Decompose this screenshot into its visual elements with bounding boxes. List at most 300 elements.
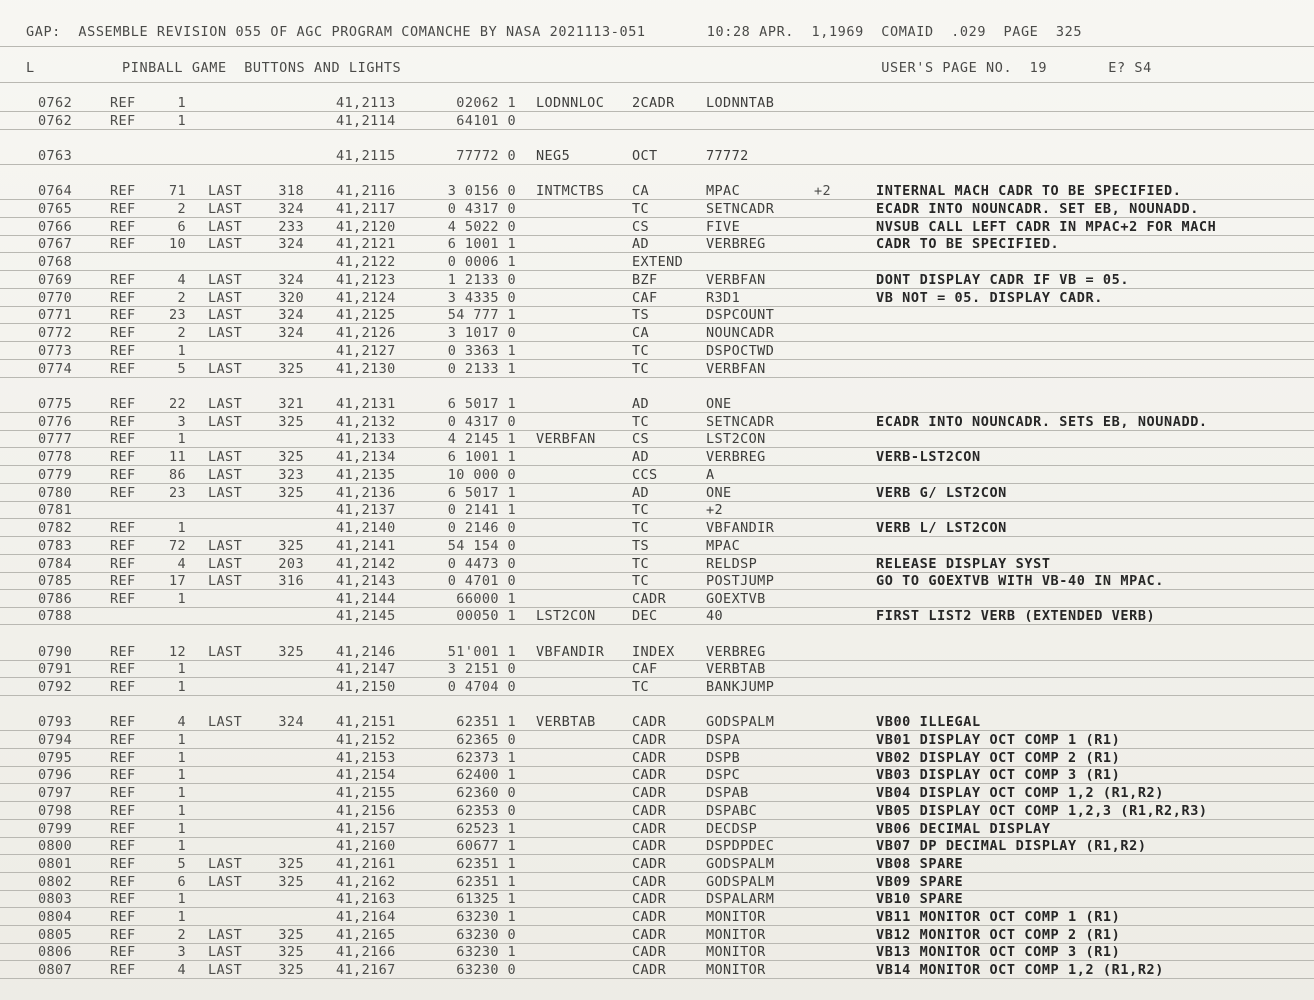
octal-value: 62360 0 bbox=[456, 785, 516, 801]
address: 41,2125 bbox=[336, 307, 396, 323]
opcode: AD bbox=[632, 236, 650, 252]
last-marker: LAST bbox=[208, 962, 243, 978]
operand: GODSPALM bbox=[706, 714, 775, 730]
last-page: 325 bbox=[278, 944, 304, 960]
last-marker: LAST bbox=[208, 449, 243, 465]
ref-count: 1 bbox=[177, 838, 186, 854]
line-number: 0767 bbox=[38, 236, 73, 252]
line-number: 0800 bbox=[38, 838, 73, 854]
opcode: CADR bbox=[632, 750, 667, 766]
listing-row bbox=[0, 750, 1314, 767]
last-marker: LAST bbox=[208, 573, 243, 589]
ref-marker: REF bbox=[110, 113, 136, 129]
listing-row bbox=[0, 608, 1314, 625]
ref-marker: REF bbox=[110, 962, 136, 978]
opcode: CAF bbox=[632, 290, 658, 306]
comment: VERB L/ LST2CON bbox=[876, 520, 1007, 536]
ref-count: 1 bbox=[177, 95, 186, 111]
last-marker: LAST bbox=[208, 856, 243, 872]
octal-value: 63230 1 bbox=[456, 944, 516, 960]
operand: FIVE bbox=[706, 219, 741, 235]
operand: DSPDPDEC bbox=[706, 838, 775, 854]
opcode: TC bbox=[632, 201, 650, 217]
opcode: TC bbox=[632, 679, 650, 695]
ref-count: 1 bbox=[177, 750, 186, 766]
octal-value: 62365 0 bbox=[456, 732, 516, 748]
listing-row bbox=[0, 148, 1314, 165]
last-page: 321 bbox=[278, 396, 304, 412]
address: 41,2162 bbox=[336, 874, 396, 890]
comment: INTERNAL MACH CADR TO BE SPECIFIED. bbox=[876, 183, 1182, 199]
line-number: 0797 bbox=[38, 785, 73, 801]
last-page: 325 bbox=[278, 538, 304, 554]
subtitle-rule bbox=[0, 82, 1314, 83]
opcode: CS bbox=[632, 219, 650, 235]
octal-value: 0 4317 0 bbox=[447, 201, 516, 217]
operand: GOEXTVB bbox=[706, 591, 766, 607]
last-page: 318 bbox=[278, 183, 304, 199]
address: 41,2165 bbox=[336, 927, 396, 943]
address: 41,2163 bbox=[336, 891, 396, 907]
operand: MPAC bbox=[706, 183, 741, 199]
address: 41,2124 bbox=[336, 290, 396, 306]
operand: POSTJUMP bbox=[706, 573, 775, 589]
operand: VERBFAN bbox=[706, 272, 766, 288]
octal-value: 61325 1 bbox=[456, 891, 516, 907]
line-number: 0763 bbox=[38, 148, 73, 164]
opcode: AD bbox=[632, 449, 650, 465]
octal-value: 62523 1 bbox=[456, 821, 516, 837]
symbol-label: LST2CON bbox=[536, 608, 596, 624]
last-page: 325 bbox=[278, 485, 304, 501]
octal-value: 6 1001 1 bbox=[447, 449, 516, 465]
octal-value: 1 2133 0 bbox=[447, 272, 516, 288]
ref-count: 1 bbox=[177, 343, 186, 359]
octal-value: 62373 1 bbox=[456, 750, 516, 766]
line-number: 0768 bbox=[38, 254, 73, 270]
ref-marker: REF bbox=[110, 449, 136, 465]
comment: GO TO GOEXTVB WITH VB-40 IN MPAC. bbox=[876, 573, 1165, 589]
line-number: 0762 bbox=[38, 113, 73, 129]
last-page: 203 bbox=[278, 556, 304, 572]
last-marker: LAST bbox=[208, 201, 243, 217]
line-number: 0778 bbox=[38, 449, 73, 465]
ref-marker: REF bbox=[110, 821, 136, 837]
address: 41,2157 bbox=[336, 821, 396, 837]
address: 41,2126 bbox=[336, 325, 396, 341]
ref-count: 1 bbox=[177, 591, 186, 607]
ref-marker: REF bbox=[110, 591, 136, 607]
ref-count: 1 bbox=[177, 732, 186, 748]
operand: SETNCADR bbox=[706, 201, 775, 217]
line-number: 0805 bbox=[38, 927, 73, 943]
ref-count: 1 bbox=[177, 520, 186, 536]
address: 41,2130 bbox=[336, 361, 396, 377]
comment: VB02 DISPLAY OCT COMP 2 (R1) bbox=[876, 750, 1121, 766]
ref-marker: REF bbox=[110, 520, 136, 536]
address: 41,2145 bbox=[336, 608, 396, 624]
octal-value: 51'001 1 bbox=[447, 644, 516, 660]
comment: NVSUB CALL LEFT CADR IN MPAC+2 FOR MACH bbox=[876, 219, 1217, 235]
operand: 40 bbox=[706, 608, 724, 624]
ref-marker: REF bbox=[110, 95, 136, 111]
ref-marker: REF bbox=[110, 785, 136, 801]
last-marker: LAST bbox=[208, 927, 243, 943]
operand: DSPCOUNT bbox=[706, 307, 775, 323]
line-number: 0782 bbox=[38, 520, 73, 536]
comment: VB12 MONITOR OCT COMP 2 (R1) bbox=[876, 927, 1121, 943]
line-number: 0765 bbox=[38, 201, 73, 217]
ref-marker: REF bbox=[110, 307, 136, 323]
comment: VB06 DECIMAL DISPLAY bbox=[876, 821, 1051, 837]
last-page: 325 bbox=[278, 361, 304, 377]
ref-marker: REF bbox=[110, 891, 136, 907]
ref-marker: REF bbox=[110, 927, 136, 943]
ref-marker: REF bbox=[110, 556, 136, 572]
ref-marker: REF bbox=[110, 661, 136, 677]
last-page: 325 bbox=[278, 449, 304, 465]
opcode: TC bbox=[632, 556, 650, 572]
line-number: 0795 bbox=[38, 750, 73, 766]
ref-marker: REF bbox=[110, 272, 136, 288]
operand: MONITOR bbox=[706, 927, 766, 943]
comment: VB08 SPARE bbox=[876, 856, 964, 872]
operand: LST2CON bbox=[706, 431, 766, 447]
operand: RELDSP bbox=[706, 556, 758, 572]
address: 41,2161 bbox=[336, 856, 396, 872]
octal-value: 4 2145 1 bbox=[447, 431, 516, 447]
comment: ECADR INTO NOUNCADR. SET EB, NOUNADD. bbox=[876, 201, 1199, 217]
comment: VB01 DISPLAY OCT COMP 1 (R1) bbox=[876, 732, 1121, 748]
line-number: 0807 bbox=[38, 962, 73, 978]
ref-count: 86 bbox=[168, 467, 186, 483]
ref-count: 4 bbox=[177, 714, 186, 730]
line-number: 0803 bbox=[38, 891, 73, 907]
line-number: 0762 bbox=[38, 95, 73, 111]
address: 41,2155 bbox=[336, 785, 396, 801]
octal-value: 6 5017 1 bbox=[447, 396, 516, 412]
ref-marker: REF bbox=[110, 714, 136, 730]
listing-row bbox=[0, 714, 1314, 731]
octal-value: 0 4473 0 bbox=[447, 556, 516, 572]
octal-value: 0 4704 0 bbox=[447, 679, 516, 695]
opcode: CADR bbox=[632, 927, 667, 943]
comment: VB03 DISPLAY OCT COMP 3 (R1) bbox=[876, 767, 1121, 783]
last-marker: LAST bbox=[208, 361, 243, 377]
symbol-label: NEG5 bbox=[536, 148, 571, 164]
operand: DSPABC bbox=[706, 803, 758, 819]
comment: VB09 SPARE bbox=[876, 874, 964, 890]
octal-value: 62351 1 bbox=[456, 856, 516, 872]
line-number: 0771 bbox=[38, 307, 73, 323]
octal-value: 60677 1 bbox=[456, 838, 516, 854]
ref-marker: REF bbox=[110, 325, 136, 341]
address: 41,2151 bbox=[336, 714, 396, 730]
operand: DSPC bbox=[706, 767, 741, 783]
ref-count: 1 bbox=[177, 803, 186, 819]
line-number: 0804 bbox=[38, 909, 73, 925]
last-page: 324 bbox=[278, 236, 304, 252]
ref-count: 12 bbox=[168, 644, 186, 660]
ref-marker: REF bbox=[110, 414, 136, 430]
opcode: CADR bbox=[632, 909, 667, 925]
last-page: 316 bbox=[278, 573, 304, 589]
listing-row bbox=[0, 856, 1314, 873]
opcode: CADR bbox=[632, 874, 667, 890]
ref-marker: REF bbox=[110, 183, 136, 199]
listing-row bbox=[0, 343, 1314, 360]
symbol-label: VBFANDIR bbox=[536, 644, 605, 660]
comment: VB14 MONITOR OCT COMP 1,2 (R1,R2) bbox=[876, 962, 1165, 978]
opcode: 2CADR bbox=[632, 95, 675, 111]
listing-row bbox=[0, 325, 1314, 342]
ref-count: 1 bbox=[177, 891, 186, 907]
opcode: CADR bbox=[632, 891, 667, 907]
last-page: 324 bbox=[278, 307, 304, 323]
symbol-label: LODNNLOC bbox=[536, 95, 605, 111]
listing-row bbox=[0, 449, 1314, 466]
address: 41,2117 bbox=[336, 201, 396, 217]
ref-count: 5 bbox=[177, 361, 186, 377]
line-number: 0790 bbox=[38, 644, 73, 660]
octal-value: 54 777 1 bbox=[447, 307, 516, 323]
listing-row bbox=[0, 538, 1314, 555]
opcode: CADR bbox=[632, 767, 667, 783]
line-number: 0764 bbox=[38, 183, 73, 199]
ref-count: 23 bbox=[168, 307, 186, 323]
line-number: 0801 bbox=[38, 856, 73, 872]
listing-row bbox=[0, 874, 1314, 891]
ref-count: 17 bbox=[168, 573, 186, 589]
last-page: 323 bbox=[278, 467, 304, 483]
ref-count: 4 bbox=[177, 962, 186, 978]
ref-marker: REF bbox=[110, 236, 136, 252]
last-marker: LAST bbox=[208, 219, 243, 235]
opcode: CADR bbox=[632, 944, 667, 960]
ref-marker: REF bbox=[110, 290, 136, 306]
octal-value: 62353 0 bbox=[456, 803, 516, 819]
last-marker: LAST bbox=[208, 414, 243, 430]
comment: VB11 MONITOR OCT COMP 1 (R1) bbox=[876, 909, 1121, 925]
comment: RELEASE DISPLAY SYST bbox=[876, 556, 1051, 572]
last-page: 324 bbox=[278, 714, 304, 730]
listing-row bbox=[0, 803, 1314, 820]
octal-value: 0 4317 0 bbox=[447, 414, 516, 430]
octal-value: 62400 1 bbox=[456, 767, 516, 783]
octal-value: 64101 0 bbox=[456, 113, 516, 129]
line-number: 0779 bbox=[38, 467, 73, 483]
last-page: 320 bbox=[278, 290, 304, 306]
opcode: CADR bbox=[632, 856, 667, 872]
octal-value: 3 1017 0 bbox=[447, 325, 516, 341]
ref-count: 10 bbox=[168, 236, 186, 252]
ref-marker: REF bbox=[110, 219, 136, 235]
listing-row bbox=[0, 927, 1314, 944]
last-marker: LAST bbox=[208, 644, 243, 660]
address: 41,2134 bbox=[336, 449, 396, 465]
listing-row bbox=[0, 502, 1314, 519]
listing-row bbox=[0, 201, 1314, 218]
opcode: CCS bbox=[632, 467, 658, 483]
address: 41,2140 bbox=[336, 520, 396, 536]
octal-value: 62351 1 bbox=[456, 714, 516, 730]
octal-value: 0 2141 1 bbox=[447, 502, 516, 518]
ref-marker: REF bbox=[110, 732, 136, 748]
opcode: CAF bbox=[632, 661, 658, 677]
line-number: 0781 bbox=[38, 502, 73, 518]
ref-marker: REF bbox=[110, 361, 136, 377]
address: 41,2120 bbox=[336, 219, 396, 235]
line-number: 0791 bbox=[38, 661, 73, 677]
operand: +2 bbox=[706, 502, 724, 518]
listing-row bbox=[0, 272, 1314, 289]
comment: VB04 DISPLAY OCT COMP 1,2 (R1,R2) bbox=[876, 785, 1165, 801]
octal-value: 62351 1 bbox=[456, 874, 516, 890]
address: 41,2156 bbox=[336, 803, 396, 819]
operand: DSPOCTWD bbox=[706, 343, 775, 359]
ref-count: 1 bbox=[177, 785, 186, 801]
last-page: 233 bbox=[278, 219, 304, 235]
ref-count: 3 bbox=[177, 414, 186, 430]
opcode: CADR bbox=[632, 714, 667, 730]
opcode: CADR bbox=[632, 838, 667, 854]
line-number: 0769 bbox=[38, 272, 73, 288]
ref-marker: REF bbox=[110, 750, 136, 766]
ref-marker: REF bbox=[110, 467, 136, 483]
octal-value: 77772 0 bbox=[456, 148, 516, 164]
last-page: 324 bbox=[278, 272, 304, 288]
line-number: 0784 bbox=[38, 556, 73, 572]
listing-row bbox=[0, 95, 1314, 112]
address: 41,2152 bbox=[336, 732, 396, 748]
ref-count: 72 bbox=[168, 538, 186, 554]
listing-row bbox=[0, 838, 1314, 855]
listing-row bbox=[0, 307, 1314, 324]
opcode: AD bbox=[632, 396, 650, 412]
line-number: 0772 bbox=[38, 325, 73, 341]
operand: 77772 bbox=[706, 148, 749, 164]
last-page: 325 bbox=[278, 644, 304, 660]
operand: MPAC bbox=[706, 538, 741, 554]
listing-row bbox=[0, 361, 1314, 378]
listing-row bbox=[0, 944, 1314, 961]
opcode: TC bbox=[632, 414, 650, 430]
line-number: 0796 bbox=[38, 767, 73, 783]
operand: GODSPALM bbox=[706, 874, 775, 890]
line-number: 0792 bbox=[38, 679, 73, 695]
octal-value: 0 2146 0 bbox=[447, 520, 516, 536]
address: 41,2137 bbox=[336, 502, 396, 518]
address: 41,2143 bbox=[336, 573, 396, 589]
opcode: TC bbox=[632, 573, 650, 589]
listing-row bbox=[0, 679, 1314, 696]
ref-count: 2 bbox=[177, 325, 186, 341]
opcode: OCT bbox=[632, 148, 658, 164]
ref-marker: REF bbox=[110, 944, 136, 960]
operand: DECDSP bbox=[706, 821, 758, 837]
last-marker: LAST bbox=[208, 236, 243, 252]
octal-value: 10 000 0 bbox=[447, 467, 516, 483]
comment: VB05 DISPLAY OCT COMP 1,2,3 (R1,R2,R3) bbox=[876, 803, 1208, 819]
ref-count: 2 bbox=[177, 201, 186, 217]
ref-count: 1 bbox=[177, 821, 186, 837]
last-marker: LAST bbox=[208, 874, 243, 890]
opcode: EXTEND bbox=[632, 254, 684, 270]
address: 41,2131 bbox=[336, 396, 396, 412]
ref-count: 71 bbox=[168, 183, 186, 199]
octal-value: 0 0006 1 bbox=[447, 254, 516, 270]
operand: MONITOR bbox=[706, 962, 766, 978]
ref-count: 3 bbox=[177, 944, 186, 960]
address: 41,2136 bbox=[336, 485, 396, 501]
operand: SETNCADR bbox=[706, 414, 775, 430]
address: 41,2144 bbox=[336, 591, 396, 607]
octal-value: 02062 1 bbox=[456, 95, 516, 111]
opcode: DEC bbox=[632, 608, 658, 624]
operand: NOUNCADR bbox=[706, 325, 775, 341]
ref-count: 1 bbox=[177, 679, 186, 695]
opcode: CA bbox=[632, 325, 650, 341]
line-number: 0788 bbox=[38, 608, 73, 624]
opcode: CADR bbox=[632, 785, 667, 801]
octal-value: 3 0156 0 bbox=[447, 183, 516, 199]
ref-count: 23 bbox=[168, 485, 186, 501]
header-rule bbox=[0, 46, 1314, 47]
address: 41,2114 bbox=[336, 113, 396, 129]
operand: R3D1 bbox=[706, 290, 741, 306]
listing-row bbox=[0, 785, 1314, 802]
line-number: 0785 bbox=[38, 573, 73, 589]
comment: VB NOT = 05. DISPLAY CADR. bbox=[876, 290, 1103, 306]
octal-value: 0 4701 0 bbox=[447, 573, 516, 589]
ref-marker: REF bbox=[110, 538, 136, 554]
listing-row bbox=[0, 644, 1314, 661]
address: 41,2141 bbox=[336, 538, 396, 554]
operand: VERBTAB bbox=[706, 661, 766, 677]
octal-value: 63230 0 bbox=[456, 927, 516, 943]
symbol-label: VERBFAN bbox=[536, 431, 596, 447]
comment: VB10 SPARE bbox=[876, 891, 964, 907]
operand: DSPALARM bbox=[706, 891, 775, 907]
ref-marker: REF bbox=[110, 856, 136, 872]
ref-count: 11 bbox=[168, 449, 186, 465]
operand: VERBFAN bbox=[706, 361, 766, 377]
line-number: 0780 bbox=[38, 485, 73, 501]
address: 41,2123 bbox=[336, 272, 396, 288]
comment: VB00 ILLEGAL bbox=[876, 714, 981, 730]
listing-row bbox=[0, 485, 1314, 502]
ref-marker: REF bbox=[110, 909, 136, 925]
address: 41,2153 bbox=[336, 750, 396, 766]
address: 41,2154 bbox=[336, 767, 396, 783]
octal-value: 6 5017 1 bbox=[447, 485, 516, 501]
address: 41,2115 bbox=[336, 148, 396, 164]
listing-row bbox=[0, 113, 1314, 130]
octal-value: 00050 1 bbox=[456, 608, 516, 624]
listing-row bbox=[0, 591, 1314, 608]
operand: A bbox=[706, 467, 715, 483]
opcode: TC bbox=[632, 343, 650, 359]
ref-count: 1 bbox=[177, 113, 186, 129]
ref-count: 1 bbox=[177, 909, 186, 925]
opcode: BZF bbox=[632, 272, 658, 288]
operand: ONE bbox=[706, 485, 732, 501]
listing-row bbox=[0, 431, 1314, 448]
comment: ECADR INTO NOUNCADR. SETS EB, NOUNADD. bbox=[876, 414, 1208, 430]
address: 41,2147 bbox=[336, 661, 396, 677]
listing-row bbox=[0, 520, 1314, 537]
ref-marker: REF bbox=[110, 838, 136, 854]
